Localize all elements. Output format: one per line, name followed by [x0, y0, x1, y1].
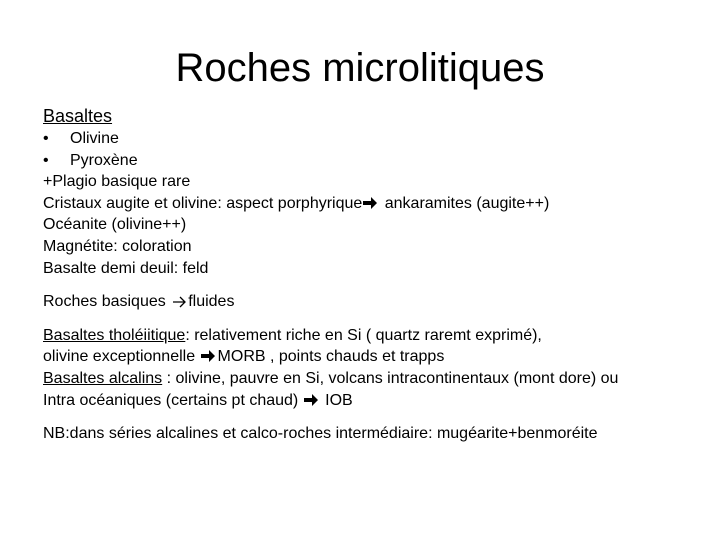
slide-title: Roches microlitiques — [175, 46, 545, 90]
bullet-item — [43, 128, 713, 150]
olivine-exc-text: olivine exceptionnelle — [43, 348, 200, 366]
spacer — [43, 279, 713, 291]
roches-basiques-text: Roches basiques — [43, 293, 171, 311]
intra-text: Intra océaniques (certains pt chaud) — [43, 391, 303, 409]
tholeiitique-text: : relativement riche en Si ( quartz raremt exprimé), — [185, 326, 542, 344]
bold-right-arrow-icon — [304, 393, 319, 407]
ankaramites-text: ankaramites (augite++) — [380, 194, 550, 212]
basaltes-heading: Basaltes — [43, 106, 113, 126]
text-line-oceanite: Océanite (olivine++) — [43, 216, 187, 234]
text-line-plagio: +Plagio basique rare — [43, 173, 191, 191]
bold-right-arrow-icon — [201, 349, 216, 363]
text-line-magnetite: Magnétite: coloration — [43, 237, 192, 255]
text-line-tholeiitique — [43, 325, 713, 347]
text-line-demi-deuil: Basalte demi deuil: feld — [43, 259, 209, 277]
iob-text: IOB — [320, 391, 353, 409]
cristaux-text: Cristaux augite et olivine: aspect porphyrique — [43, 194, 363, 212]
text-line-intra-oceaniques — [43, 390, 713, 412]
text-line-olivine-exceptionnelle — [43, 346, 713, 368]
slide-body — [43, 104, 713, 445]
spacer — [43, 411, 713, 423]
alcalins-label: Basaltes alcalins — [43, 369, 163, 387]
thin-right-arrow-icon — [173, 296, 187, 308]
morb-text: MORB , points chauds et trapps — [217, 348, 445, 366]
bullet-text: Olivine — [70, 130, 119, 147]
text-line-roches-basiques — [43, 291, 713, 313]
text-line-nb: NB:dans séries alcalines et calco-roches intermédiaire: mugéarite+benmoréite — [43, 425, 598, 443]
fluides-text: fluides — [188, 293, 235, 311]
bold-right-arrow-icon — [363, 196, 378, 210]
alcalins-text: : olivine, pauvre en Si, volcans intracontinentaux (mont dore) ou — [162, 369, 619, 387]
bullet-text: Pyroxène — [70, 151, 138, 169]
spacer — [43, 313, 713, 325]
bullet-marker: • — [43, 130, 49, 147]
bullet-marker: • — [43, 151, 49, 169]
text-line-cristaux — [43, 193, 713, 215]
text-line-alcalins — [43, 368, 713, 390]
bullet-item — [43, 150, 713, 172]
tholeiitique-label: Basaltes tholéiitique — [43, 326, 186, 344]
